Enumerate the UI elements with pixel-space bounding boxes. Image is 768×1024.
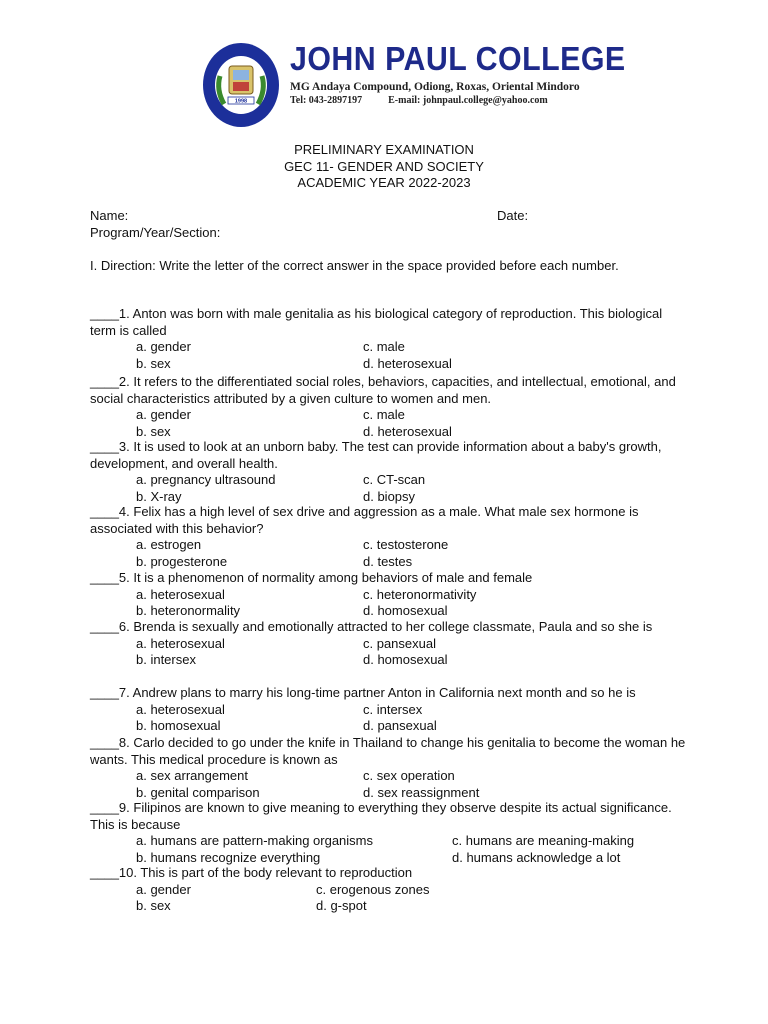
program-field-label: Program/Year/Section:: [90, 225, 221, 240]
college-name: JOHN PAUL COLLEGE: [290, 40, 626, 77]
direction-text: I. Direction: Write the letter of the correct answer in the space provided before each number.: [90, 258, 619, 273]
option-c: c. male: [363, 339, 405, 354]
question-6: [90, 619, 690, 669]
question-5: [90, 570, 690, 620]
option-d: d. testes: [363, 553, 413, 569]
option-a: a. gender: [136, 339, 191, 354]
question-stem: ____9. Filipinos are known to give meaning to everything they observe despite its actual significance. This is because: [90, 800, 672, 832]
option-a: a. heterosexual: [136, 701, 225, 717]
option-c: c. erogenous zones: [316, 881, 430, 897]
option-d: d. humans acknowledge a lot: [452, 849, 621, 865]
option-d: d. pansexual: [363, 718, 437, 733]
option-d: d. g-spot: [316, 898, 367, 913]
option-c: c. heteronormativity: [363, 586, 477, 602]
option-b: b. sex: [136, 898, 171, 913]
option-a: a. pregnancy ultrasound: [136, 472, 276, 487]
option-d: d. heterosexual: [363, 423, 452, 439]
question-stem: ____6. Brenda is sexually and emotionally attracted to her college classmate, Paula and so she is: [90, 619, 653, 634]
college-seal-logo: [202, 42, 280, 128]
option-b: b. sex: [136, 423, 171, 439]
college-email: E-mail: johnpaul.college@yahoo.com: [388, 95, 548, 106]
question-3: [90, 439, 690, 505]
exam-title-block: [0, 142, 768, 192]
option-b: b. homosexual: [136, 718, 221, 733]
seal-year: 1998: [234, 98, 248, 105]
question-4: [90, 504, 690, 570]
question-stem: ____2. It refers to the differentiated social roles, behaviors, capacities, and intellectual, emotional, and social characteristics attributed by a given culture to women and men.: [90, 374, 676, 406]
question-stem: ____10. This is part of the body relevant to reproduction: [90, 865, 413, 880]
question-9: [90, 800, 690, 866]
option-c: c. sex operation: [363, 768, 455, 783]
question-7: [90, 685, 700, 735]
option-b: b. progesterone: [136, 553, 228, 569]
question-stem: ____7. Andrew plans to marry his long-time partner Anton in California next month and so he is: [90, 685, 636, 700]
option-a: a. sex arrangement: [136, 768, 249, 783]
exam-subject: GEC 11- GENDER AND SOCIETY: [284, 158, 484, 174]
option-c: c. humans are meaning-making: [452, 833, 635, 848]
name-field-label: Name:: [90, 208, 129, 223]
college-tel: Tel: 043-2897197: [290, 95, 363, 106]
question-stem: ____1. Anton was born with male genitalia as his biological category of reproduction. This biological term is called: [90, 306, 663, 338]
option-b: b. X-ray: [136, 488, 182, 504]
option-c: c. CT-scan: [363, 472, 426, 487]
option-d: d. homosexual: [363, 652, 448, 667]
question-2: [90, 374, 690, 440]
exam-title: PRELIMINARY EXAMINATION: [294, 142, 474, 157]
option-b: b. heteronormality: [136, 603, 241, 618]
option-c: c. intersex: [363, 701, 423, 717]
option-d: d. heterosexual: [363, 355, 452, 371]
option-a: a. heterosexual: [136, 586, 225, 602]
question-1: [90, 306, 690, 372]
question-stem: ____5. It is a phenomenon of normality among behaviors of male and female: [90, 570, 533, 585]
option-c: c. testosterone: [363, 537, 449, 552]
option-d: d. sex reassignment: [363, 784, 480, 800]
question-stem: ____3. It is used to look at an unborn baby. The test can provide information about a baby's growth, development, and overall health.: [90, 439, 662, 471]
option-d: d. biopsy: [363, 488, 416, 504]
college-contact: [290, 95, 548, 106]
option-c: c. male: [363, 407, 405, 422]
date-field-label: Date:: [497, 208, 529, 223]
option-b: b. sex: [136, 355, 171, 371]
question-stem: ____4. Felix has a high level of sex drive and aggression as a male. What male sex hormone is associated with this behavior?: [90, 504, 639, 536]
option-b: b. intersex: [136, 652, 196, 667]
option-a: a. heterosexual: [136, 635, 225, 651]
question-10: [90, 865, 690, 915]
question-stem: ____8. Carlo decided to go under the knife in Thailand to change his genitalia to become the woman he wants. This medical procedure is known as: [90, 735, 686, 767]
option-a: a. estrogen: [136, 537, 202, 552]
college-address: MG Andaya Compound, Odiong, Roxas, Oriental Mindoro: [290, 81, 580, 93]
option-c: c. pansexual: [363, 635, 436, 651]
option-d: d. homosexual: [363, 603, 448, 618]
question-8: [90, 735, 690, 801]
option-b: b. humans recognize everything: [136, 849, 321, 865]
exam-academic-year: ACADEMIC YEAR 2022-2023: [297, 175, 471, 190]
option-b: b. genital comparison: [136, 784, 260, 800]
option-a: a. gender: [136, 407, 191, 422]
option-a: a. gender: [136, 881, 191, 897]
option-a: a. humans are pattern-making organisms: [136, 833, 374, 848]
